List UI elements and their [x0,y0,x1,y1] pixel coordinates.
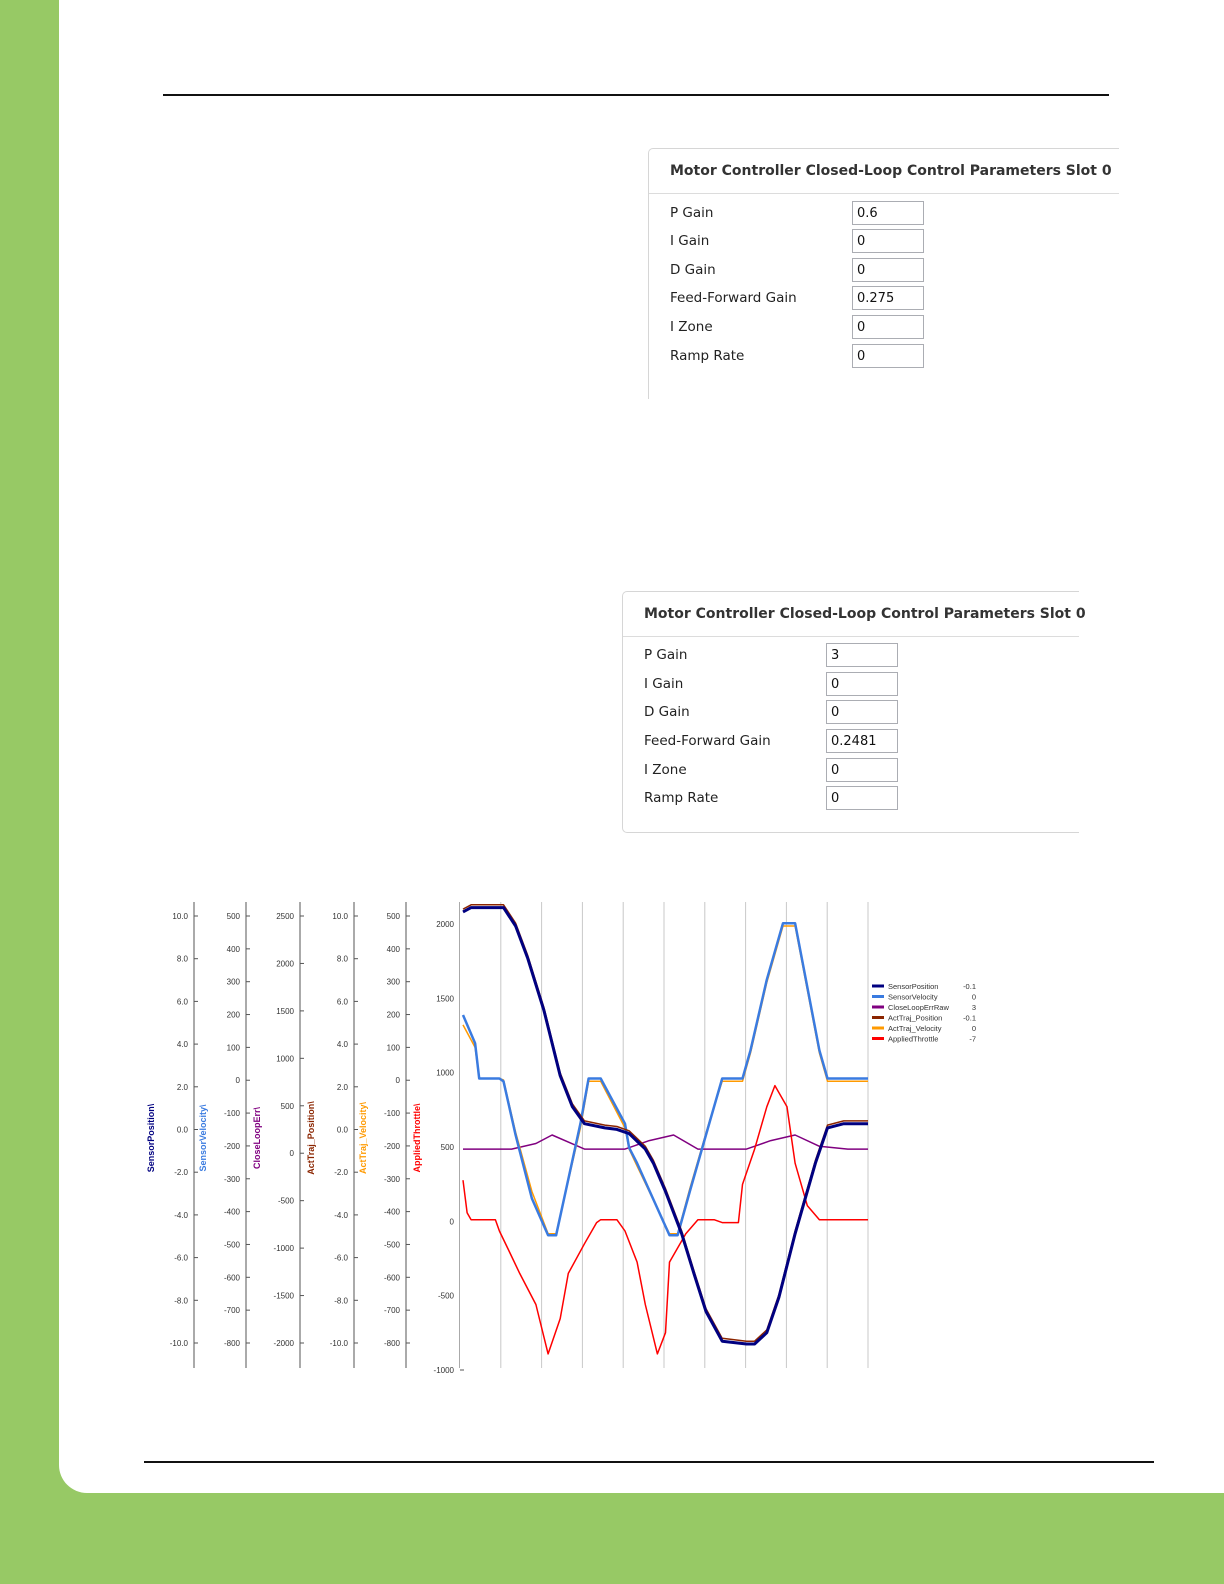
axis-tick-label: 2.0 [176,1082,188,1092]
d-gain-input[interactable] [852,258,924,282]
axis-tick-label: 1500 [276,1006,294,1016]
axis-tick-label: -4.0 [334,1210,348,1220]
axis-tick-label: 2000 [436,920,454,929]
axis-tick-label: 2500 [276,912,294,921]
ramp-rate-label: Ramp Rate [670,348,745,364]
legend-entry-name: SensorVelocity [888,992,938,1002]
axis-tick-label: 500 [280,1101,294,1111]
axis-tick-label: -1500 [273,1291,294,1301]
axis-tick-label: -400 [223,1207,240,1217]
axis-tick-label: 1000 [436,1068,454,1078]
axis-tick-label: 6.0 [176,997,188,1007]
axis-tick-label: -500 [277,1196,294,1206]
axis-tick-label: -700 [383,1306,400,1316]
d-gain-label: D Gain [670,262,716,278]
axis-title: SensorPosition\ [146,1103,156,1173]
axis-tick-label: -500 [223,1240,240,1250]
axis-tick-label: -700 [223,1306,240,1316]
axis-tick-label: -10.0 [329,1339,348,1348]
axis-tick-label: -400 [383,1207,400,1217]
axis-tick-label: 1500 [436,994,454,1004]
legend-entry-value: -7 [969,1034,976,1044]
axis-tick-label: -6.0 [334,1253,348,1263]
axis-tick-label: 100 [226,1043,240,1053]
axis-tick-label: 4.0 [176,1040,188,1050]
i-zone-input[interactable] [852,315,924,339]
axis-title: CloseLoopErr\ [252,1106,262,1170]
axis-tick-label: -2.0 [174,1168,188,1178]
axis-tick-label: -1000 [433,1366,454,1375]
axis-tick-label: 400 [386,944,400,954]
closed-loop-params-panel-2 [622,591,1086,833]
axis-tick-label: -600 [223,1273,240,1283]
axis-tick-label: 0.0 [336,1125,348,1135]
axis-tick-label: 1000 [276,1054,294,1064]
axis-tick-label: -200 [383,1141,400,1151]
axis-tick-label: -8.0 [334,1296,348,1306]
i-zone-input[interactable] [826,758,898,782]
ramp-rate-label: Ramp Rate [644,790,719,806]
axis-tick-label: 0 [289,1149,294,1159]
axis-tick-label: -200 [223,1141,240,1151]
legend-entry-value: 3 [971,1003,976,1012]
legend-entry-name: ActTraj_Position [888,1013,943,1023]
axis-tick-label: 0 [235,1076,240,1086]
i-gain-input[interactable] [826,672,898,696]
d-gain-input[interactable] [826,700,898,724]
feed-forward-gain-input[interactable] [852,286,924,310]
feed-forward-gain-label: Feed-Forward Gain [644,733,771,749]
axis-tick-label: -100 [223,1109,240,1119]
axis-tick-label: 500 [386,912,400,921]
legend-entry-value: -0.1 [963,1013,976,1023]
closed-loop-plot [148,888,998,1378]
axis-tick-label: -1000 [273,1244,294,1254]
legend-entry-name: SensorPosition [888,982,939,991]
i-gain-label: I Gain [644,676,684,692]
axis-tick-label: 10.0 [332,912,348,921]
legend-entry-value: -0.1 [963,982,976,991]
axis-tick-label: 400 [226,944,240,954]
legend-entry-name: ActTraj_Velocity [888,1024,942,1033]
axis-tick-label: -800 [223,1339,240,1348]
ramp-rate-input[interactable] [826,786,898,810]
feed-forward-gain-input[interactable] [826,729,898,753]
legend-entry-value: 0 [971,1024,976,1033]
axis-tick-label: -6.0 [174,1253,188,1263]
axis-tick-label: -8.0 [174,1296,188,1306]
axis-tick-label: 500 [226,912,240,921]
p-gain-input[interactable] [826,643,898,667]
p-gain-label: P Gain [670,205,714,221]
i-zone-label: I Zone [644,762,687,778]
i-gain-input[interactable] [852,229,924,253]
axis-tick-label: -500 [437,1291,454,1301]
axis-title: ActTraj_Velocity\ [358,1101,368,1175]
header-rule [163,94,1109,96]
i-gain-label: I Gain [670,233,710,249]
panel-title: Motor Controller Closed-Loop Control Parameters Slot 0 [644,606,1086,622]
axis-tick-label: 8.0 [336,954,348,964]
axis-tick-label: -500 [383,1240,400,1250]
footer-rule [144,1461,1154,1463]
panel-divider [623,636,1079,637]
closed-loop-params-panel-1 [648,148,1119,399]
axis-tick-label: 300 [226,977,240,987]
feed-forward-gain-label: Feed-Forward Gain [670,290,797,306]
axis-tick-label: 0.0 [176,1125,188,1135]
axis-tick-label: 200 [386,1010,400,1020]
legend-entry-name: AppliedThrottle [888,1034,939,1044]
d-gain-label: D Gain [644,704,690,720]
axis-tick-label: -100 [383,1109,400,1119]
axis-tick-label: 0 [449,1217,454,1227]
axis-tick-label: -300 [383,1174,400,1184]
axis-tick-label: 100 [386,1043,400,1053]
axis-tick-label: -2000 [273,1339,294,1348]
axis-tick-label: -2.0 [334,1168,348,1178]
axis-tick-label: 2000 [276,959,294,969]
p-gain-input[interactable] [852,201,924,225]
axis-title: AppliedThrottle\ [412,1103,422,1173]
axis-tick-label: -600 [383,1273,400,1283]
axis-tick-label: 10.0 [172,912,188,921]
panel-title: Motor Controller Closed-Loop Control Parameters Slot 0 [670,163,1112,179]
i-zone-label: I Zone [670,319,713,335]
axis-tick-label: -800 [383,1339,400,1348]
axis-tick-label: 200 [226,1010,240,1020]
axis-tick-label: -10.0 [169,1339,188,1348]
axis-tick-label: 0 [395,1076,400,1086]
panel-divider [649,193,1119,194]
legend-entry-name: CloseLoopErrRaw [888,1003,949,1012]
axis-tick-label: 6.0 [336,997,348,1007]
ramp-rate-input[interactable] [852,344,924,368]
axis-title: SensorVelocity\ [198,1104,208,1172]
axis-tick-label: 8.0 [176,954,188,964]
axis-title: ActTraj_Position\ [306,1101,316,1175]
legend-entry-value: 0 [971,992,976,1002]
axis-tick-label: -4.0 [174,1210,188,1220]
axis-tick-label: 4.0 [336,1040,348,1050]
axis-tick-label: 500 [440,1143,454,1152]
axis-tick-label: -300 [223,1174,240,1184]
axis-tick-label: 300 [386,977,400,987]
axis-tick-label: 2.0 [336,1082,348,1092]
p-gain-label: P Gain [644,647,688,663]
